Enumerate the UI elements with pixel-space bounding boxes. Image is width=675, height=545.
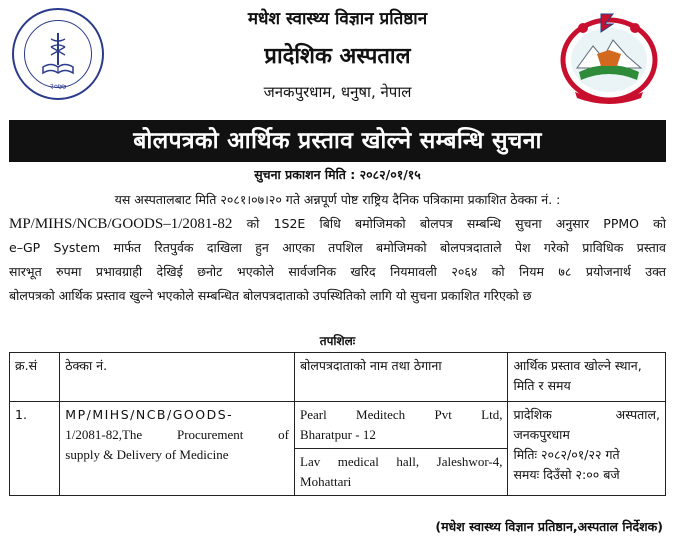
row-contract: [60, 402, 295, 496]
bidder-1-address: Bharatpur - 12: [300, 427, 376, 442]
signatory: (मधेश स्वास्थ्य विज्ञान प्रतिष्ठान,अस्पताल निर्देशक): [435, 519, 663, 534]
publication-date-value: २०८२/०१/१५: [359, 167, 421, 182]
header-contract: ठेक्का नं.: [60, 353, 295, 402]
body-line-4: सारभूत रुपमा प्रभावग्राही देखिई छनोट भएकोले सार्वजनिक खरिद नियमावली २०६४ को नियम ७८ प्रयोजनार्थ उक्त: [9, 264, 666, 279]
header-opening: आर्थिक प्रस्ताव खोल्ने स्थान, मिति र समय: [508, 353, 666, 402]
body-line-3: e–GP System मार्फत रितपुर्वक दाखिला हुन आएका तपशिल बमोजिमको बोलपत्रदाताले पेश गरेको प्राविधिक प्रस्ताव: [9, 240, 666, 255]
contract-line-1: MP/MIHS/NCB/GOODS-: [65, 407, 234, 422]
logo-year: २०७७: [49, 82, 67, 91]
opening-place-2: जनकपुरधाम: [513, 427, 570, 442]
table-row: [10, 402, 666, 496]
bidder-2-address: Mohattari: [300, 474, 352, 489]
publication-label: सुचना प्रकाशन मिति :: [254, 167, 356, 182]
contract-reference: MP/MIHS/NCB/GOODS–1/2081-82: [9, 216, 233, 232]
bidder-2-name: Lav medical hall, Jaleshwor-4,: [300, 454, 503, 469]
bidder-1-name: Pearl Meditech Pvt Ltd,: [300, 407, 503, 422]
bidder-2: [295, 448, 507, 492]
body-line-2: [9, 212, 666, 236]
institute-logo: [12, 8, 104, 100]
org-name: मधेश स्वास्थ्य विज्ञान प्रतिष्ठान: [247, 9, 428, 29]
body-line-5: बोलपत्रको आर्थिक प्रस्ताव खुल्ने भएकोले सम्बन्धित बोलपत्रदाताको उपस्थितिको लागि यो सुचना प्रकाशित गरिएको छ: [9, 288, 532, 303]
body-line-1: यस अस्पतालबाट मिति २०८१।०७।२० गते अन्नपूर्ण पोष्ट राष्ट्रिय दैनिक पत्रिकामा प्रकाशित ठेक्का नं. :: [114, 192, 561, 207]
row-sn: 1.: [10, 402, 60, 496]
opening-date: मितिः २०८२/०१/२२ गते: [513, 447, 620, 462]
contract-line-2: 1/2081-82,The Procurement of: [65, 427, 290, 442]
publication-date: [0, 166, 675, 183]
nepal-emblem: [557, 6, 661, 106]
tender-table: [9, 352, 666, 496]
contract-line-3: supply & Delivery of Medicine: [65, 447, 229, 462]
row-bidders: [295, 402, 508, 496]
opening-place-1: प्रादेशिक अस्पताल,: [513, 407, 660, 422]
opening-time: समयः दिउँसो २:०० बजे: [513, 467, 620, 482]
notice-body: [9, 188, 666, 308]
row-opening: [508, 402, 666, 496]
header-bidder: बोलपत्रदाताको नाम तथा ठेगाना: [295, 353, 508, 402]
notice-title-banner: बोलपत्रको आर्थिक प्रस्ताव खोल्ने सम्बन्धि सुचना: [9, 120, 666, 162]
details-label: तपशिलः: [319, 334, 356, 348]
nepal-emblem-icon: [557, 6, 661, 106]
header-sn: क्र.सं: [10, 353, 60, 402]
caduceus-book-icon: [33, 29, 83, 79]
hospital-address: जनकपुरधाम, धनुषा, नेपाल: [263, 83, 412, 101]
table-header-row: [10, 353, 666, 402]
body-line-2-rest: को 1S2E बिधि बमोजिमको बोलपत्र सम्बन्धि सुचना अनुसार PPMO को: [246, 216, 666, 231]
hospital-name: प्रादेशिक अस्पताल: [264, 44, 411, 69]
